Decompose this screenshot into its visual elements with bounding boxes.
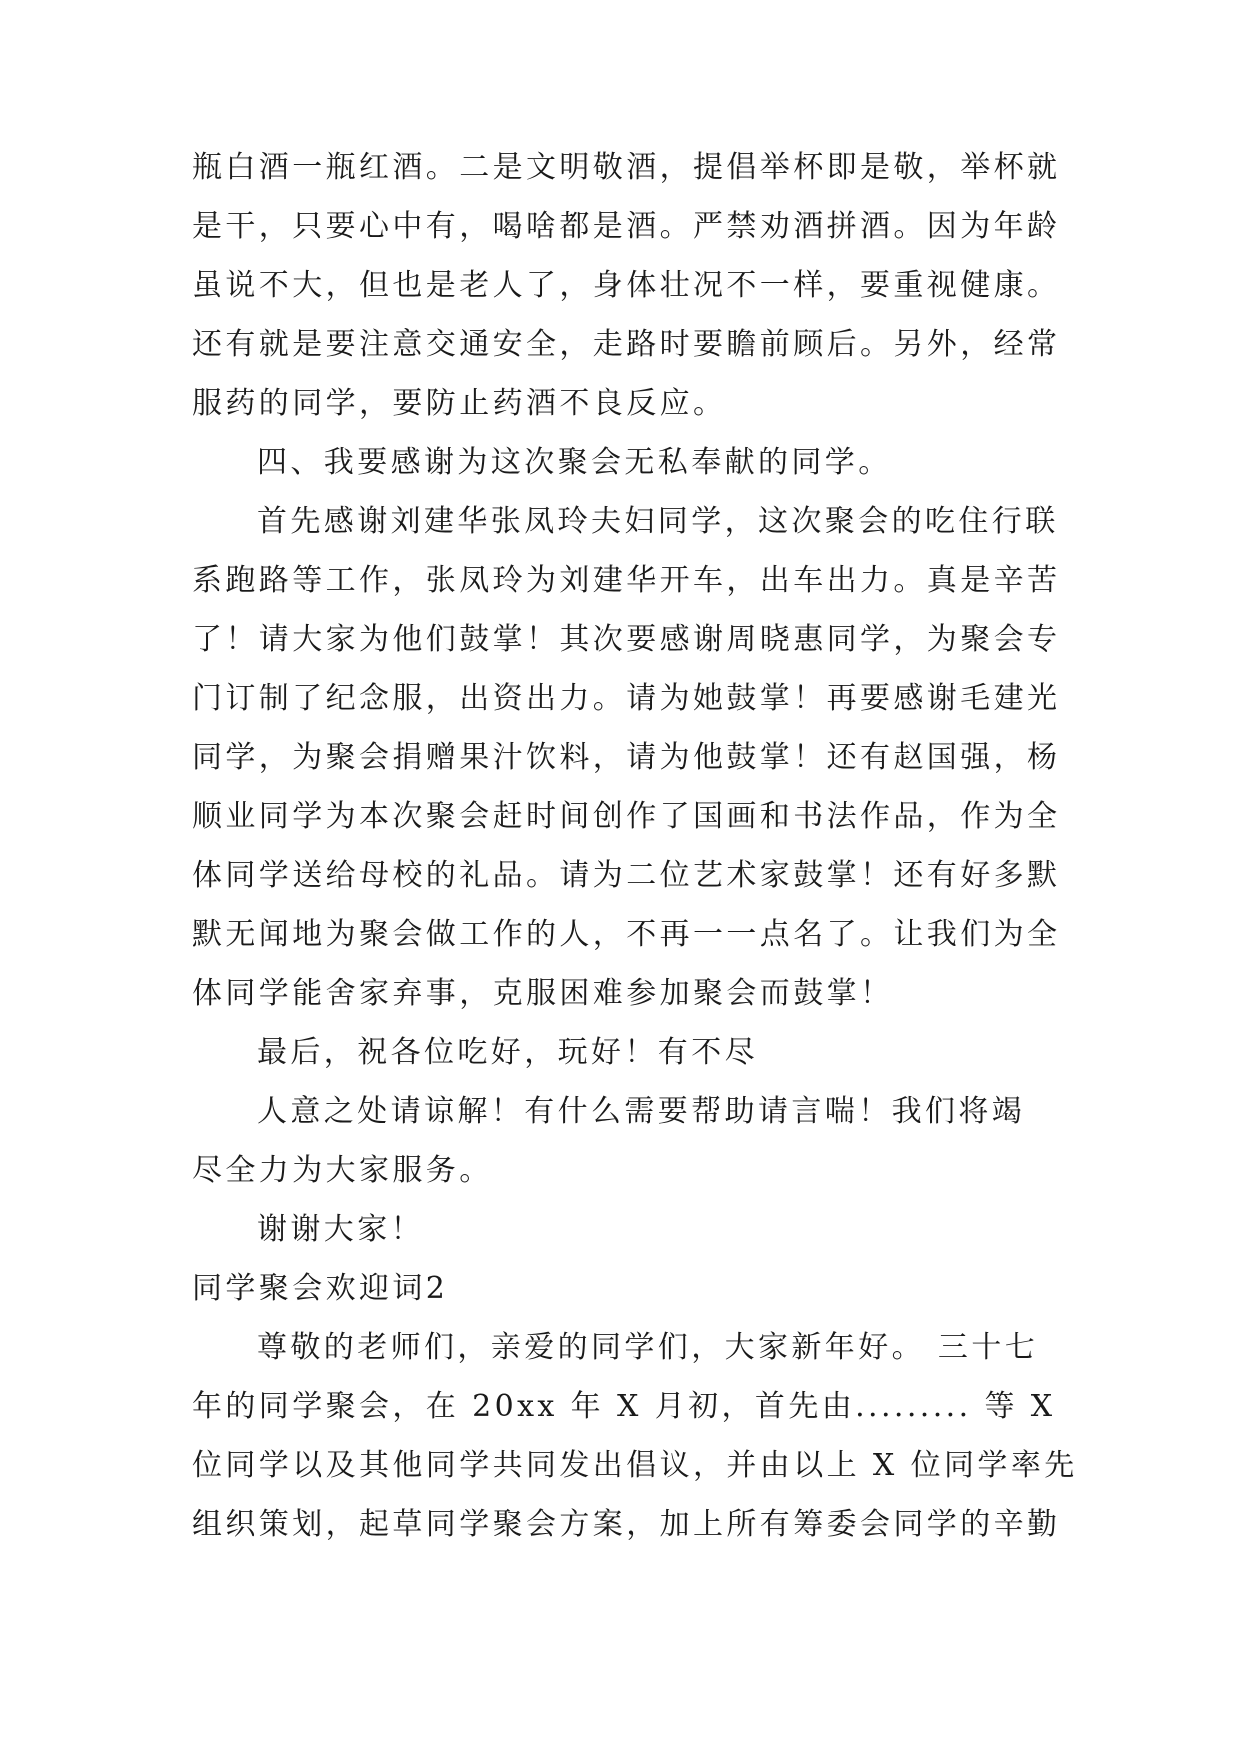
text-line: 谢谢大家！ — [257, 1212, 424, 1247]
text-line: 是干，只要心中有，喝啥都是酒。严禁劝酒拼酒。因为年龄 — [192, 209, 1061, 244]
text-line: 同学，为聚会捐赠果汁饮料，请为他鼓掌！还有赵国强，杨 — [192, 740, 1061, 775]
text-line: 最后，祝各位吃好，玩好！有不尽 — [257, 1035, 758, 1070]
section-title: 同学聚会欢迎词2 — [192, 1271, 449, 1306]
text-line: 门订制了纪念服，出资出力。请为她鼓掌！再要感谢毛建光 — [192, 681, 1061, 716]
text-line: 体同学能舍家弃事，克服困难参加聚会而鼓掌！ — [192, 976, 894, 1011]
text-line: 年的同学聚会，在 20xx 年 X 月初，首先由......... 等 X — [192, 1389, 1056, 1424]
text-line: 体同学送给母校的礼品。请为二位艺术家鼓掌！还有好多默 — [192, 858, 1061, 893]
text-line: 人意之处请谅解！有什么需要帮助请言喘！我们将竭 — [257, 1094, 1026, 1129]
text-line: 位同学以及其他同学共同发出倡议，并由以上 X 位同学率先 — [192, 1448, 1078, 1483]
text-line: 瓶白酒一瓶红酒。二是文明敬酒，提倡举杯即是敬，举杯就 — [192, 150, 1061, 185]
text-line: 了！请大家为他们鼓掌！其次要感谢周晓惠同学，为聚会专 — [192, 622, 1061, 657]
text-line: 系跑路等工作，张凤玲为刘建华开车，出车出力。真是辛苦 — [192, 563, 1061, 598]
text-line: 还有就是要注意交通安全，走路时要瞻前顾后。另外，经常 — [192, 327, 1061, 362]
text-line: 尊敬的老师们，亲爱的同学们，大家新年好。 三十七 — [257, 1330, 1039, 1365]
text-line: 服药的同学，要防止药酒不良反应。 — [192, 386, 727, 421]
section-heading: 四、我要感谢为这次聚会无私奉献的同学。 — [257, 445, 892, 480]
text-line: 虽说不大，但也是老人了，身体壮况不一样，要重视健康。 — [192, 268, 1061, 303]
text-line: 组织策划，起草同学聚会方案，加上所有筹委会同学的辛勤 — [192, 1507, 1061, 1542]
text-line: 默无闻地为聚会做工作的人，不再一一点名了。让我们为全 — [192, 917, 1061, 952]
text-line: 首先感谢刘建华张凤玲夫妇同学，这次聚会的吃住行联 — [257, 504, 1059, 539]
text-line: 尽全力为大家服务。 — [192, 1153, 493, 1188]
text-line: 顺业同学为本次聚会赶时间创作了国画和书法作品，作为全 — [192, 799, 1061, 834]
